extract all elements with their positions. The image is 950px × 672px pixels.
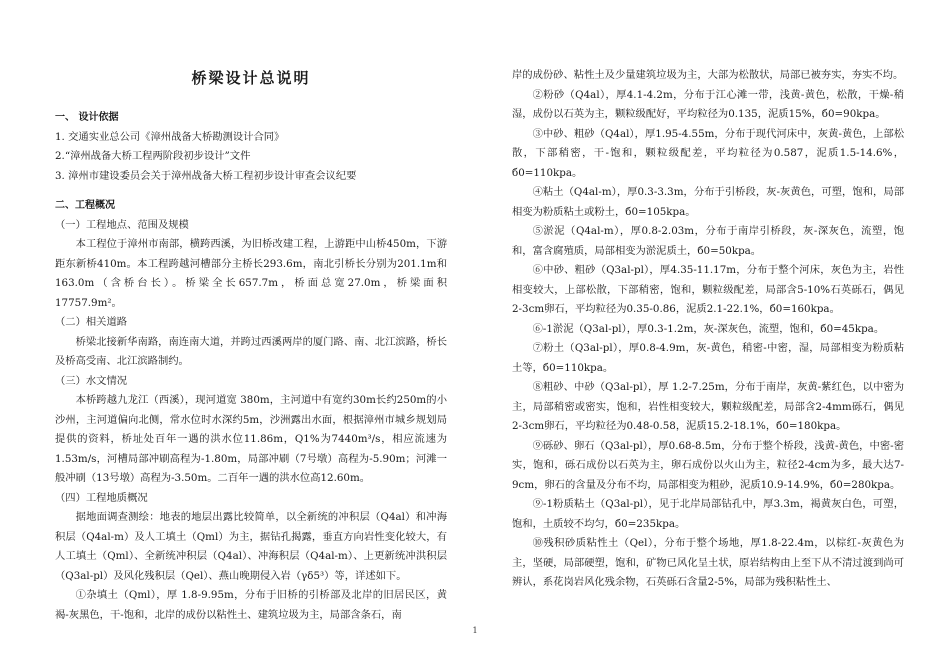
body-paragraph: ⑦粉土（Q3al-pl），厚0.8-4.9m，灰-黄色，稍密-中密，湿，局部相变为粉质粘土等，б0=110kpa。	[512, 342, 904, 374]
page-title: 桥梁设计总说明	[191, 69, 311, 87]
page-number: 1	[472, 626, 478, 635]
body-paragraph: 本工程位于漳州市南部，横跨西溪，为旧桥改建工程，上游距中山桥450m，下游距东新桥410m。本工程跨越河槽部分主桥长293.6m，南北引桥长分别为201.1m和163.0m（含桥台长）。桥梁全长657.7m，桥面总宽27.0m，桥梁面积 17757.9m²。	[55, 238, 447, 309]
body-paragraph: ①杂填土（Qml），厚 1.8-9.95m，分布于旧桥的引桥部及北岸的旧居民区，黄褐-灰黑色，干-饱和，北岸的成份以粘性土、建筑垃圾为主，局部含条石，南	[55, 589, 447, 621]
text-line: （二）相关道路	[55, 316, 128, 328]
body-paragraph: ⑩残积砂质粘性土（Qel），分布于整个场地，厚1.8-22.4m，以棕红-灰黄色为主，坚硬，局部硬塑，饱和，矿物已风化呈土状，原岩结构由上至下从不清过渡到尚可辨认，系花岗岩风化残余物，石英砾石含量2-5%，局部为残积粘性土、	[512, 537, 904, 588]
text-line: （四）工程地质概况	[55, 491, 148, 504]
body-paragraph: ⑥中砂、粗砂（Q3al-pl），厚4.35-11.17m，分布于整个河床，灰色为主，岩性相变较大，上部松散，下部稍密，饱和，颗粒级配差，局部含5-10%石英砾石，偶见2-3cm卵石，平均粒径为0.35-0.86，泥质2.1-22.1%，б0=160kpa。	[512, 264, 904, 315]
body-paragraph: ⑤淤泥（Q4al-m），厚0.8-2.03m，分布于南岸引桥段，灰-深灰色，流塑，饱和，富含腐殖质，局部相变为淤泥质土，б0=50kpa。	[512, 225, 904, 257]
body-paragraph: ②粉砂（Q4al），厚4.1-4.2m，分布于江心滩一带，浅黄-黄色，松散，干燥-稍湿，成份以石英为主，颗粒级配好，平均粒径为0.135，泥质15%，б0=90kpa。	[512, 88, 904, 120]
text-line: 3. 漳州市建设委员会关于漳州战备大桥工程初步设计审查会议纪要	[55, 169, 357, 182]
body-paragraph: ④粘土（Q4al-m），厚0.3-3.3m，分布于引桥段，灰-灰黄色，可塑，饱和，局部相变为粉质粘土或粉土，б0=105kpa。	[512, 186, 904, 218]
body-paragraph: ⑨-1粉质粘土（Q3al-pl），见于北岸局部钻孔中，厚3.3m，褐黄灰白色，可塑，饱和，土质较不均匀，б0=235kpa。	[512, 498, 904, 530]
body-paragraph: 桥梁北接新华南路，南连南大道，并跨过西溪两岸的厦门路、南、北江滨路，桥长及桥高受南、北江滨路制约。	[55, 335, 447, 367]
body-paragraph: 据地面调查测绘：地表的地层出露比较简单，以全新统的冲积层（Q4al）和冲海积层（Q4al-m）及人工填土（Qml）为主，据钻孔揭露，垂直方向岩性变化较大，有人工填土（Qml）、全新统冲积层（Q4al）、冲海积层（Q4al-m）、上更新统冲洪积层（Q3al-pl）及风化残积层（Qel）、燕山晚期侵入岩（γδ5³）等，详述如下。	[55, 511, 447, 582]
right-column-body	[512, 66, 904, 593]
body-paragraph: ⑨砾砂、卵石（Q3al-pl），厚0.68-8.5m，分布于整个桥段，浅黄-黄色，中密-密实，饱和，砾石成份以石英为主，卵石成份以火山为主，粒径2-4cm为多，最大达7-9cm，卵石的含量及分布不均，局部相变为粗砂，泥质10.9-14.9%，б0=280kpa。	[512, 439, 904, 491]
body-paragraph: ⑥-1淤泥（Q3al-pl），厚0.3-1.2m，灰-深灰色，流塑，饱和，б0=45kpa。	[532, 322, 885, 335]
text-line: 岸的成份砂、粘性土及少量建筑垃圾为主，大部为松散状，局部已被夯实，夯实不均。	[512, 69, 904, 81]
right-column	[512, 66, 904, 593]
body-paragraph: ⑧粗砂、中砂（Q3al-pl），厚 1.2-7.25m，分布于南岸，灰黄-紫红色，以中密为主，局部稍密或密实，饱和，岩性相变较大，颗粒级配差，局部含2-4mm砾石，偶见2-3cm卵石，平均粒径为0.48-0.58，泥质15.2-18.1%，б0=180kpa。	[512, 381, 904, 432]
text-line: 2.“漳州战备大桥工程两阶段初步设计”文件	[55, 150, 251, 162]
body-paragraph: 本桥跨越九龙江（西溪），现河道宽 380m，主河道中有宽约30m长约250m的小沙州，主河道偏向北侧，常水位时水深约5m，沙洲露出水面，根据漳州市城乡规划局提供的资料，桥址处百年一遇的洪水位11.86m，Q1%为7440m³/s，相应流速为1.53m/s，河槽局部冲刷高程为-1.80m，局部冲刷（7号墩）高程为-5.90m；河滩一般冲刷（13号墩）高程为-3.50m。二百年一遇的洪水位高12.60m。	[55, 394, 447, 484]
section-heading: 二、工程概况	[55, 200, 115, 211]
text-line: （一）工程地点、范围及规模	[55, 218, 189, 231]
text-line: （三）水文情况	[55, 374, 128, 387]
body-paragraph: ③中砂、粗砂（Q4al），厚1.95-4.55m，分布于现代河床中，灰黄-黄色，上部松散，下部稍密，干-饱和，颗粒级配差，平均粒径为0.587，泥质1.5-14.6%，б0=110kpa。	[512, 127, 904, 179]
section-heading: 一、 设计依据	[55, 112, 119, 123]
section-gap	[55, 186, 447, 196]
left-column-body	[55, 108, 447, 625]
left-column	[55, 66, 447, 625]
text-line: 1. 交通实业总公司《漳州战备大桥勘测设计合同》	[55, 130, 285, 143]
